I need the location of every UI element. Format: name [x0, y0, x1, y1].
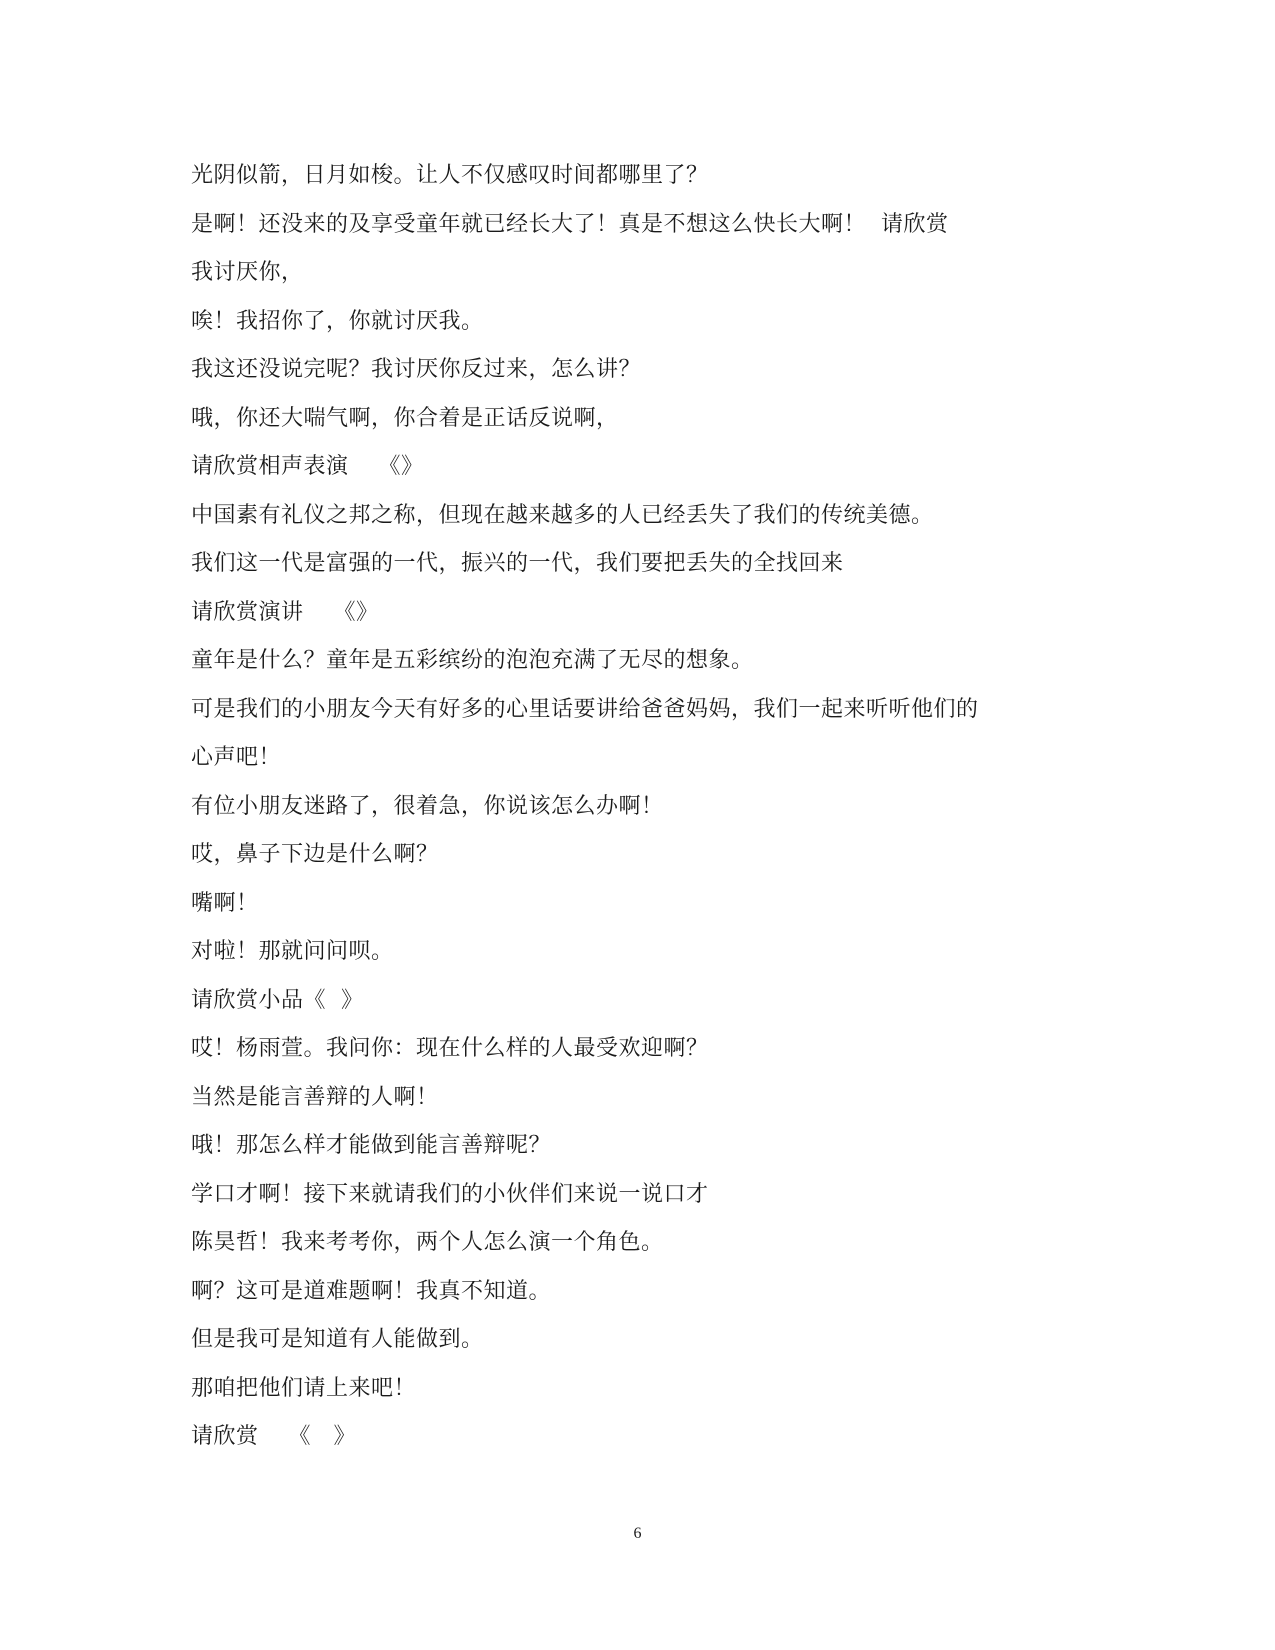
text-line: 童年是什么？童年是五彩缤纷的泡泡充满了无尽的想象。 [191, 648, 754, 673]
text-line: 中国素有礼仪之邦之称，但现在越来越多的人已经丢失了我们的传统美德。 [191, 502, 934, 528]
text-line: 我这还没说完呢？我讨厌你反过来，怎么讲？ [191, 357, 642, 382]
text-line: 啊？这可是道难题啊！我真不知道。 [191, 1278, 552, 1304]
text-line: 可是我们的小朋友今天有好多的心里话要讲给爸爸妈妈，我们一起来听听他们的 [191, 696, 979, 722]
text-line: 请欣赏相声表演 《》 [191, 454, 424, 479]
text-line: 哦！那怎么样才能做到能言善辩呢？ [191, 1133, 552, 1158]
text-line: 嘴啊！ [191, 890, 259, 916]
text-line: 唉！我招你了，你就讨厌我。 [191, 308, 484, 334]
text-line: 当然是能言善辩的人啊！ [191, 1084, 439, 1110]
text-line: 那咱把他们请上来吧！ [191, 1375, 417, 1401]
document-body [191, 162, 1091, 1472]
text-line: 心声吧！ [191, 745, 282, 770]
text-line: 请欣赏演讲 《》 [191, 599, 379, 625]
text-line: 哎，鼻子下边是什么啊？ [191, 842, 439, 867]
text-line: 哎！杨雨萱。我问你：现在什么样的人最受欢迎啊？ [191, 1036, 709, 1061]
text-line: 我们这一代是富强的一代，振兴的一代，我们要把丢失的全找回来 [191, 551, 844, 576]
page-number: 6 [633, 1525, 642, 1542]
text-line: 有位小朋友迷路了，很着急，你说该怎么办啊！ [191, 793, 664, 819]
text-line: 光阴似箭，日月如梭。让人不仅感叹时间都哪里了？ [191, 163, 709, 188]
text-line: 我讨厌你， [191, 260, 304, 285]
text-line: 请欣赏 《 》 [191, 1424, 356, 1449]
text-line: 哦，你还大喘气啊，你合着是正话反说啊， [191, 405, 619, 431]
text-line: 请欣赏小品《 》 [191, 987, 364, 1013]
text-line: 陈昊哲！我来考考你，两个人怎么演一个角色。 [191, 1230, 664, 1255]
text-line: 学口才啊！接下来就请我们的小伙伴们来说一说口才 [191, 1181, 709, 1207]
text-line: 是啊！还没来的及享受童年就已经长大了！真是不想这么快长大啊！ 请欣赏 [191, 211, 949, 237]
text-line: 对啦！那就问问呗。 [191, 939, 394, 964]
text-line: 但是我可是知道有人能做到。 [191, 1327, 484, 1352]
